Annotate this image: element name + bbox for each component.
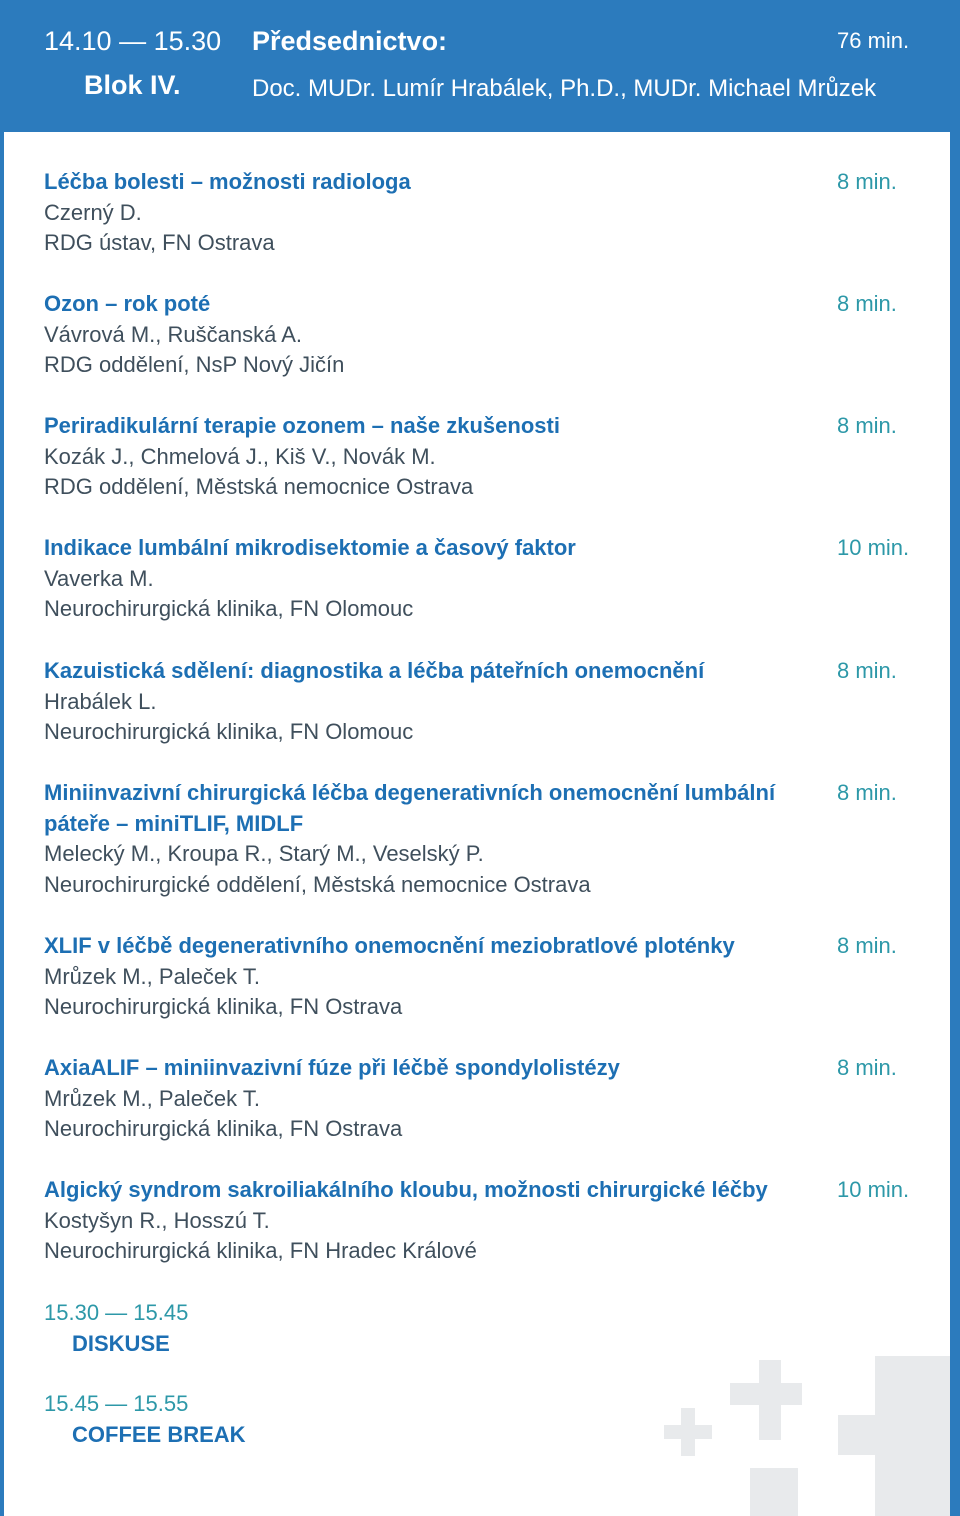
talk-title: Kazuistická sdělení: diagnostika a léčba páteřních onemocnění bbox=[44, 658, 705, 683]
talk-title: AxiaALIF – miniinvazivní fúze při léčbě spondylolistézy bbox=[44, 1055, 620, 1080]
chairs-names: Doc. MUDr. Lumír Hrabálek, Ph.D., MUDr. Michael Mrůzek bbox=[252, 75, 877, 102]
discussion-time: 15.30 — 15.45 bbox=[44, 1300, 189, 1325]
talk-item bbox=[44, 289, 924, 381]
talk-duration: 10 min. bbox=[837, 535, 910, 560]
talk-item bbox=[44, 931, 924, 1023]
talk-authors: Vaverka M. bbox=[44, 565, 154, 591]
talk-title: Periradikulární terapie ozonem – naše zkušenosti bbox=[44, 413, 560, 438]
talk-item bbox=[44, 656, 924, 748]
talk-item bbox=[44, 778, 924, 900]
talk-institution: Neurochirurgická klinika, FN Hradec Králové bbox=[44, 1238, 477, 1263]
block-label: Blok IV. bbox=[84, 70, 181, 100]
talk-institution: RDG oddělení, NsP Nový Jičín bbox=[44, 352, 345, 377]
talk-item bbox=[44, 533, 924, 625]
talk-authors: Kozák J., Chmelová J., Kiš V., Novák M. bbox=[44, 443, 436, 469]
talk-authors: Mrůzek M., Paleček T. bbox=[44, 963, 260, 989]
talk-duration: 8 min. bbox=[837, 933, 897, 958]
coffee-break-label: COFFEE BREAK bbox=[72, 1422, 246, 1447]
talk-duration: 8 min. bbox=[837, 780, 897, 805]
talk-duration: 8 min. bbox=[837, 1055, 897, 1080]
talk-authors: Hrabálek L. bbox=[44, 688, 157, 714]
talk-authors: Melecký M., Kroupa R., Starý M., Veselský P. bbox=[44, 841, 484, 866]
talk-duration: 8 min. bbox=[837, 658, 897, 683]
talk-institution: Neurochirurgické oddělení, Městská nemocnice Ostrava bbox=[44, 871, 591, 897]
talk-title: Miniinvazivní chirurgická léčba degenerativních onemocnění lumbální páteře – miniTLIF, MIDLF bbox=[44, 780, 776, 836]
talk-title: Léčba bolesti – možnosti radiologa bbox=[44, 169, 411, 194]
talk-institution: RDG oddělení, Městská nemocnice Ostrava bbox=[44, 474, 474, 499]
talk-duration: 8 min. bbox=[837, 291, 897, 316]
talk-title: Algický syndrom sakroiliakálního kloubu, možnosti chirurgické léčby bbox=[44, 1177, 768, 1202]
talk-item bbox=[44, 411, 924, 503]
talk-duration: 10 min. bbox=[837, 1177, 910, 1202]
talk-title: Indikace lumbální mikrodisektomie a časový faktor bbox=[44, 535, 576, 560]
talk-duration: 8 min. bbox=[837, 169, 897, 194]
talk-title: Ozon – rok poté bbox=[44, 291, 211, 316]
session-time: 14.10 — 15.30 bbox=[44, 26, 222, 56]
talk-authors: Czerný D. bbox=[44, 199, 142, 225]
talk-institution: Neurochirurgická klinika, FN Ostrava bbox=[44, 994, 403, 1019]
talk-item bbox=[44, 167, 924, 259]
talk-item bbox=[44, 1053, 924, 1145]
talk-authors: Mrůzek M., Paleček T. bbox=[44, 1085, 260, 1111]
coffee-break-time: 15.45 — 15.55 bbox=[44, 1391, 189, 1416]
talk-institution: Neurochirurgická klinika, FN Olomouc bbox=[44, 719, 414, 744]
talk-institution: Neurochirurgická klinika, FN Ostrava bbox=[44, 1116, 403, 1141]
chairs-heading: Předsednictvo: bbox=[252, 26, 448, 56]
talk-institution: RDG ústav, FN Ostrava bbox=[44, 230, 275, 255]
talk-authors: Kostyšyn R., Hosszú T. bbox=[44, 1207, 270, 1233]
talk-item bbox=[44, 1175, 924, 1267]
session-duration: 76 min. bbox=[837, 28, 910, 53]
discussion-label: DISKUSE bbox=[72, 1331, 170, 1356]
talk-title: XLIF v léčbě degenerativního onemocnění meziobratlové ploténky bbox=[44, 933, 735, 958]
talk-authors: Vávrová M., Ruščanská A. bbox=[44, 321, 302, 347]
talk-duration: 8 min. bbox=[837, 413, 897, 438]
talk-institution: Neurochirurgická klinika, FN Olomouc bbox=[44, 596, 414, 621]
